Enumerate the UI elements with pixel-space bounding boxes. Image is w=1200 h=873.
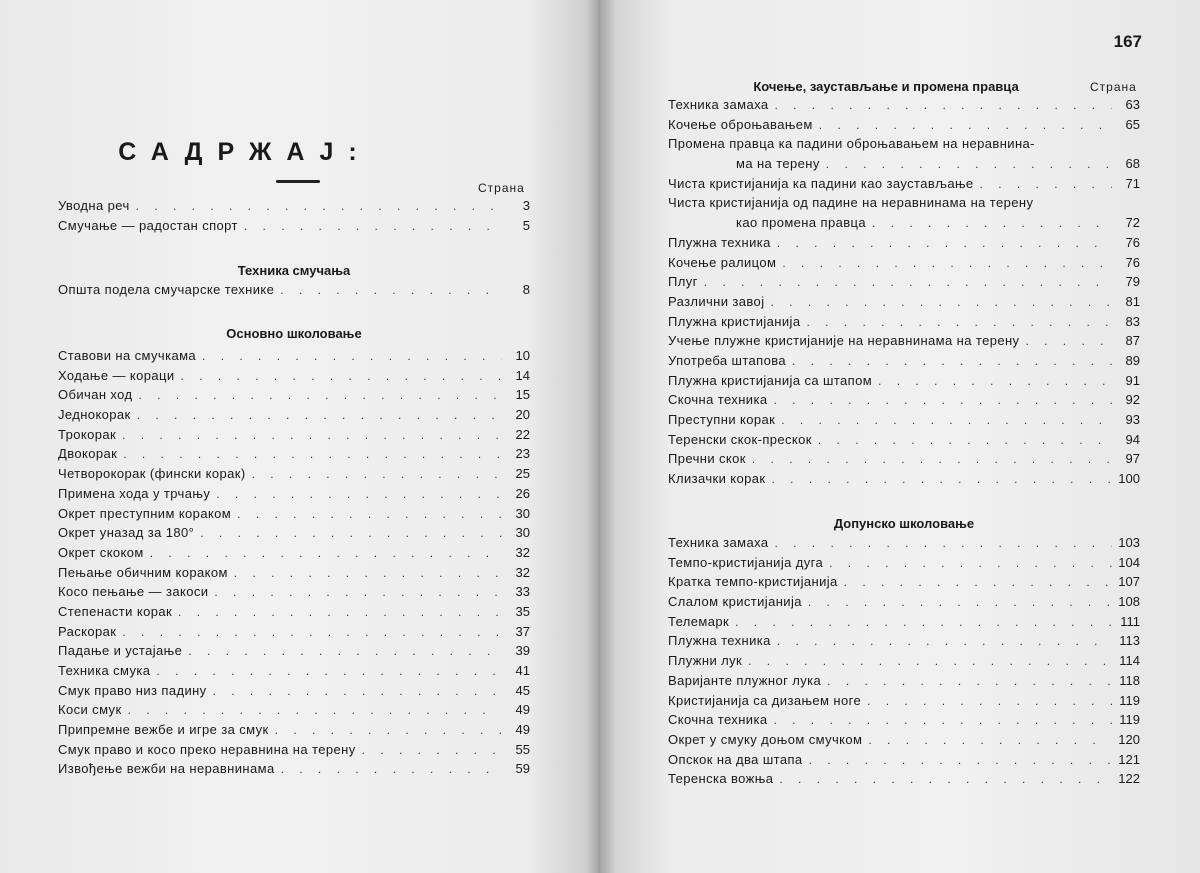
toc-entry [668,712,1140,732]
dot-leader [844,575,1112,589]
dot-leader [139,388,503,402]
toc-entry [668,633,1140,653]
toc-entry-text: Плужна техника [668,633,771,649]
toc-entry-page: 103 [1118,535,1140,550]
toc-entry-text: Опскок на два штапа [668,751,803,767]
toc-entry-page: 107 [1118,574,1140,590]
toc-entry-page: 15 [515,387,530,403]
toc-entry-page: 33 [515,584,530,600]
toc-entry-page: 104 [1118,554,1140,570]
toc-entry-text: Чиста кристијанија ка падини као заустављање [668,175,974,191]
toc-entry [58,624,530,644]
dot-leader [122,428,502,442]
toc-entry-page: 68 [1125,156,1140,172]
toc-entry-text: Скочна техника [668,392,768,408]
toc-entry-page: 26 [515,485,530,501]
toc-entry-page: 39 [515,643,530,659]
toc-entry [58,446,530,466]
toc-entry-text: Темпо-кристијанија дуга [668,554,824,570]
dot-leader [213,684,502,698]
toc-entry-text: ма на терену [736,156,820,172]
toc-entry [58,604,530,624]
dot-leader [773,713,1112,727]
toc-entry [668,693,1140,713]
toc-entry-first-line: Промена правца ка падини оброњавањем на неравнина- [668,136,1035,152]
toc-entry [58,368,530,388]
toc-entry-text: Смук право низ падину [58,682,207,698]
toc-entry-page: 120 [1118,731,1140,747]
toc-entry [668,392,1140,412]
toc-entry-page: 118 [1119,672,1140,688]
toc-entry [58,387,530,407]
toc-entry [58,702,530,722]
left-page [0,0,598,873]
toc-entry [668,156,1140,176]
toc-entry [668,97,1140,117]
toc-entry [668,432,1140,452]
toc-entry [58,427,530,447]
toc-entry [668,653,1140,673]
toc-entry-page: 41 [515,663,530,678]
toc-entry-page: 20 [515,407,530,423]
dot-leader [781,413,1112,427]
toc-entry [58,218,530,238]
page-title: САДРЖАЈ: [118,138,372,166]
dot-leader [252,467,502,481]
dot-leader [872,216,1112,230]
toc-entry-text: Техника замаха [668,97,769,112]
toc-entry-page: 76 [1125,234,1140,250]
dot-leader [819,118,1112,132]
dot-leader [867,694,1112,708]
toc-entry [58,663,530,683]
toc-entry [668,176,1140,196]
toc-entry-text: Кочење ралицом [668,254,777,270]
toc-entry-page: 87 [1125,333,1140,349]
toc-entry-text: Пењање обичним кораком [58,564,228,580]
toc-entry-page: 81 [1125,293,1140,309]
section-heading: Допунско школовање [833,516,975,531]
toc-entry [668,353,1140,373]
toc-entry-page: 119 [1119,712,1140,728]
dot-leader [244,219,502,233]
dot-leader [774,98,1112,112]
toc-entry-text: Слалом кристијанија [668,594,802,610]
toc-entry-text: Смук право и косо преко неравнина на терену [58,741,356,757]
dot-leader [137,408,502,422]
toc-entry-text: као промена правца [736,215,867,231]
toc-entry-page: 114 [1119,653,1140,669]
toc-entry-page: 108 [1118,594,1140,610]
toc-entry-page: 25 [515,466,530,482]
toc-entry-text: Варијанте плужног лука [668,672,822,688]
toc-entry-text: Општа подела смучарске технике [58,282,275,297]
toc-entry-page: 35 [515,603,530,619]
dot-leader [826,157,1112,171]
dot-leader [735,615,1112,629]
toc-entry-text: Скочна техника [668,712,768,728]
dot-leader [150,546,502,560]
toc-entry [58,683,530,703]
toc-entry-page: 49 [515,722,530,738]
toc-entry-text: Кочење оброњавањем [668,116,813,132]
toc-entry [668,117,1140,137]
toc-entry-page: 91 [1125,372,1140,388]
toc-entry-text: Окрет преступним кораком [58,505,232,521]
dot-leader [806,315,1112,329]
toc-entry-text: Ставови на смучкама [58,348,197,363]
toc-entry-page: 32 [515,544,530,560]
toc-entry [58,565,530,585]
section-heading: Техника смучања [237,263,351,278]
title-underline [276,180,320,183]
toc-entry-page: 65 [1125,116,1140,132]
toc-entry-page: 79 [1125,274,1140,290]
toc-entry-page: 8 [522,282,530,297]
dot-leader [214,585,502,599]
toc-entry-text: Падање и устајање [58,643,183,659]
toc-entry [58,282,530,302]
dot-leader [178,605,502,619]
toc-entry-page: 92 [1125,392,1140,408]
dot-leader [878,374,1112,388]
toc-entry-page: 10 [515,348,530,363]
toc-entry-page: 23 [515,446,530,462]
toc-entry-text: Теренска вожња [668,771,774,787]
toc-entry-text: Коси смук [58,702,122,718]
dot-leader [280,283,502,297]
dot-leader [752,452,1112,466]
toc-entry-text: Учење плужне кристијаније на неравнинама на терену [668,333,1020,349]
toc-entry-text: Окрет уназад за 180° [58,525,195,541]
toc-entry [668,614,1140,634]
dot-leader [827,674,1112,688]
toc-entry [58,722,530,742]
toc-entry [58,584,530,604]
toc-entry [58,761,530,781]
toc-entry-text: Техника смука [58,663,151,678]
toc-entry [668,412,1140,432]
toc-entry-page: 59 [515,761,530,777]
toc-entry [668,732,1140,752]
toc-entry-text: Плужна кристијанија са штапом [668,372,873,388]
toc-entry-page: 63 [1125,97,1140,112]
toc-entry-text: Преступни корак [668,412,776,427]
toc-entry [58,466,530,486]
toc-entry [58,545,530,565]
dot-leader [777,236,1112,250]
toc-entry-text: Плужни лук [668,653,743,669]
toc-entry-text: Смучање — радостан спорт [58,217,238,233]
toc-entry-text: Кратка темпо-кристијанија [668,574,838,590]
toc-entry-text: Косо пењање — закоси [58,584,209,600]
toc-entry-text: Употреба штапова [668,352,787,368]
toc-entry-page: 71 [1125,175,1140,191]
toc-entry-text: Окрет скоком [58,544,144,560]
dot-leader [770,295,1112,309]
toc-entry-text: Примена хода у трчању [58,485,211,501]
toc-entry [58,348,530,368]
toc-entry-text: Различни завој [668,293,765,309]
toc-entry [668,333,1140,353]
toc-section2 [58,348,530,781]
dot-leader [362,743,502,757]
dot-leader [818,433,1112,447]
toc-entry [58,506,530,526]
toc-entry-page: 76 [1125,254,1140,270]
dot-leader [281,762,502,776]
toc-entry-text: Плужна кристијанија [668,313,801,329]
column-label-page: Страна [478,181,525,195]
column-label-page: Страна [1090,80,1137,94]
toc-entry [668,471,1140,491]
toc-entry-page: 45 [515,682,530,698]
toc-entry-text: Теренски скок-прескок [668,431,812,447]
toc-entry-page: 32 [515,564,530,580]
toc-entry [668,274,1140,294]
toc-entry-text: Обичан ход [58,387,133,403]
dot-leader [868,733,1112,747]
dot-leader [202,349,502,363]
dot-leader [782,256,1112,270]
toc-entry-page: 22 [515,426,530,442]
toc-entry [668,535,1140,555]
toc-entry-page: 30 [515,525,530,541]
toc-entry [58,407,530,427]
toc-section4 [668,535,1140,791]
dot-leader [128,703,502,717]
toc-entry [668,771,1140,791]
toc-entry-text: Плуг [668,274,698,290]
toc-entry [58,525,530,545]
toc-entry-text: Ходање — кораци [58,367,175,383]
dot-leader [748,654,1112,668]
toc-entry [668,373,1140,393]
toc-entry-page: 100 [1118,471,1140,487]
dot-leader [704,275,1112,289]
toc-entry-page: 121 [1118,751,1140,767]
dot-leader [200,526,502,540]
toc-entry-text: Двокорак [58,446,118,462]
toc-entry-page: 49 [515,702,530,718]
toc-entry-page: 55 [515,741,530,757]
toc-entry [668,255,1140,275]
dot-leader [237,507,502,521]
section-heading: Кочење, заустављање и промена правца [753,79,1019,94]
dot-leader [123,447,502,461]
dot-leader [1025,334,1112,348]
toc-entry [668,752,1140,772]
toc-entry-text: Трокорак [58,426,117,442]
toc-entry-page: 72 [1125,215,1140,231]
toc-entry-text: Пречни скок [668,451,746,467]
toc-section1 [58,282,530,302]
toc-entry [668,451,1140,471]
toc-entry [668,235,1140,255]
toc-entry-page: 5 [522,217,530,233]
toc-entry [668,215,1140,235]
dot-leader [234,566,502,580]
toc-entry-page: 111 [1120,613,1140,629]
toc-entry-page: 14 [515,367,530,383]
toc-entry-page: 89 [1125,352,1140,368]
toc-entry-text: Техника замаха [668,535,769,550]
dot-leader [779,772,1112,786]
toc-entry-page: 37 [515,623,530,639]
toc-entry-page: 113 [1119,633,1140,649]
toc-entry-text: Припремне вежбе и игре за смук [58,722,269,738]
toc-entry-text: Плужна техника [668,234,771,250]
toc-entry-text: Четворокорак (фински корак) [58,466,246,482]
toc-entry-text: Уводна реч [58,198,130,213]
toc-entry [668,555,1140,575]
toc-entry [668,314,1140,334]
dot-leader [773,393,1112,407]
toc-entry [58,643,530,663]
dot-leader [980,177,1112,191]
dot-leader [156,664,502,678]
toc-entry-page: 97 [1125,451,1140,467]
toc-entry-page: 119 [1119,692,1140,708]
right-page [598,0,1200,873]
toc-entry [58,486,530,506]
dot-leader [774,536,1112,550]
toc-entry-text: Раскорак [58,623,117,639]
toc-entry-page: 93 [1125,412,1140,427]
toc-entry-text: Кристијанија са дизањем ноге [668,692,862,708]
dot-leader [809,753,1112,767]
dot-leader [777,634,1112,648]
toc-entry-text: Телемарк [668,613,730,629]
toc-section3 [668,97,1140,491]
toc-entry-page: 83 [1125,313,1140,329]
toc-entry-text: Клизачки корак [668,471,766,487]
toc-entry [668,673,1140,693]
toc-entry [58,198,530,218]
section-heading: Основно школовање [226,326,362,341]
toc-entry-page: 3 [522,198,530,213]
toc-entry-page: 30 [515,505,530,521]
toc-entry [668,574,1140,594]
toc-entry-text: Извођење вежби на неравнинама [58,761,275,777]
dot-leader [792,354,1112,368]
toc-entry-text: Једнокорак [58,407,131,423]
dot-leader [188,644,502,658]
dot-leader [275,723,502,737]
dot-leader [136,199,502,213]
toc-entry-page: 94 [1125,431,1140,447]
toc-intro [58,198,530,237]
toc-entry [668,294,1140,314]
toc-entry [668,594,1140,614]
toc-entry [58,742,530,762]
toc-entry-page: 122 [1118,771,1140,787]
dot-leader [181,369,502,383]
dot-leader [829,556,1112,570]
page-number: 167 [1113,32,1142,51]
dot-leader [122,625,502,639]
toc-entry-text: Степенасти корак [58,603,173,619]
toc-entry-text: Окрет у смуку доњом смучком [668,731,863,747]
toc-entry-first-line: Чиста кристијанија од падине на неравнинама на терену [668,195,1034,211]
dot-leader [808,595,1112,609]
dot-leader [216,487,502,501]
dot-leader [771,472,1112,486]
